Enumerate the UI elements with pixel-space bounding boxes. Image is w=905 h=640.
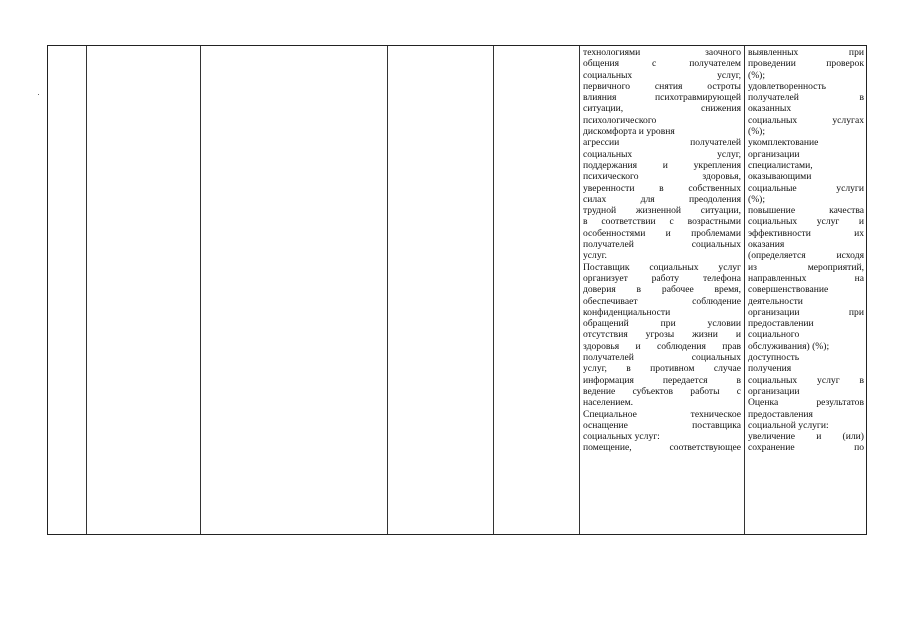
scan-speck (38, 94, 39, 95)
text-line: общения с получателем (583, 58, 741, 70)
text-line: силах для преодоления (583, 193, 741, 205)
text-line: оказания (748, 239, 785, 251)
text-line: организует работу телефона (583, 272, 741, 284)
text-line: трудной жизненной ситуации, (583, 205, 741, 217)
text-line: увеличение и (или) (748, 431, 864, 443)
text-line: социальной услуги: (748, 419, 829, 431)
text-line: обслуживания) (%); (748, 340, 830, 352)
text-line: услуг. (583, 250, 607, 262)
text-line: предоставлении (748, 318, 814, 330)
text-line: организации (748, 148, 800, 160)
text-line: социальных услуг, (583, 148, 741, 160)
text-line: услуг, в противном случае (583, 363, 741, 375)
text-line: здоровья и соблюдения прав (583, 340, 741, 352)
text-line: проведении проверок (748, 58, 864, 70)
text-line: из мероприятий, (748, 261, 864, 273)
text-line: конфиденциальности (583, 306, 671, 318)
text-line: дискомфорта и уровня (583, 126, 675, 138)
column-divider-1 (86, 46, 87, 534)
table-cell-quality-indicators (748, 47, 864, 454)
text-line: получения (748, 363, 792, 375)
text-line: обращений при условии (583, 318, 741, 330)
text-line: социальных услуг, (583, 69, 741, 81)
text-line: населением. (583, 397, 634, 409)
text-line: получателей в (748, 92, 864, 104)
text-line: ведение субъектов работы с (583, 385, 741, 397)
text-line: оснащение поставщика (583, 419, 741, 431)
text-line: организации при (748, 306, 864, 318)
text-line: повышение качества (748, 205, 864, 217)
text-line: социальных услуг в (748, 374, 864, 386)
text-line: социального (748, 329, 800, 341)
text-line: Специальное техническое (583, 408, 741, 420)
text-line: психологического (583, 114, 657, 126)
column-divider-5 (579, 46, 580, 534)
text-line: технологиями заочного (583, 47, 741, 58)
text-line: деятельности (748, 295, 803, 307)
text-line: доступность (748, 352, 800, 364)
text-line: эффективности их (748, 227, 864, 239)
text-line: отсутствия угрозы жизни и (583, 329, 741, 341)
text-line: (%); (748, 69, 766, 81)
text-line: уверенности в собственных (583, 182, 741, 194)
text-line: (%); (748, 193, 766, 205)
text-line: помещение, соответствующее (583, 442, 741, 454)
column-divider-3 (387, 46, 388, 534)
text-line: социальных услуг: (583, 431, 660, 443)
column-divider-4 (493, 46, 494, 534)
text-line: оказанных (748, 103, 792, 115)
text-line: (определяется исходя (748, 250, 864, 262)
text-line: получателей социальных (583, 352, 741, 364)
text-line: социальных услуг и (748, 216, 864, 228)
text-line: получателей социальных (583, 239, 741, 251)
text-line: специалистами, (748, 159, 813, 171)
column-divider-6 (744, 46, 745, 534)
text-line: оказывающими (748, 171, 812, 183)
table (47, 45, 867, 535)
text-line: агрессии получателей (583, 137, 741, 149)
text-line: направленных на (748, 272, 864, 284)
text-line: ситуации, снижения (583, 103, 741, 115)
text-line: психического здоровья, (583, 171, 741, 183)
text-line: выявленных при (748, 47, 864, 58)
text-line: удовлетворенность (748, 80, 826, 92)
text-line: организации (748, 385, 800, 397)
text-line: особенностями и проблемами (583, 227, 741, 239)
table-cell-service-description (583, 47, 741, 454)
column-divider-2 (200, 46, 201, 534)
text-line: обеспечивает соблюдение (583, 295, 741, 307)
text-line: первичного снятия остроты (583, 80, 741, 92)
text-line: совершенствование (748, 284, 829, 296)
text-line: влияния психотравмирующей (583, 92, 741, 104)
text-line: (%); (748, 126, 766, 138)
text-line: поддержания и укрепления (583, 159, 741, 171)
text-line: доверия в рабочее время, (583, 284, 741, 296)
text-line: информация передается в (583, 374, 741, 386)
text-line: предоставления (748, 408, 813, 420)
text-line: Оценка результатов (748, 397, 864, 409)
text-line: укомплектование (748, 137, 819, 149)
text-line: социальных услугах (748, 114, 864, 126)
text-line: Поставщик социальных услуг (583, 261, 741, 273)
text-line: в соответствии с возрастными (583, 216, 741, 228)
text-line: социальные услуги (748, 182, 864, 194)
text-line: сохранение по (748, 442, 864, 454)
